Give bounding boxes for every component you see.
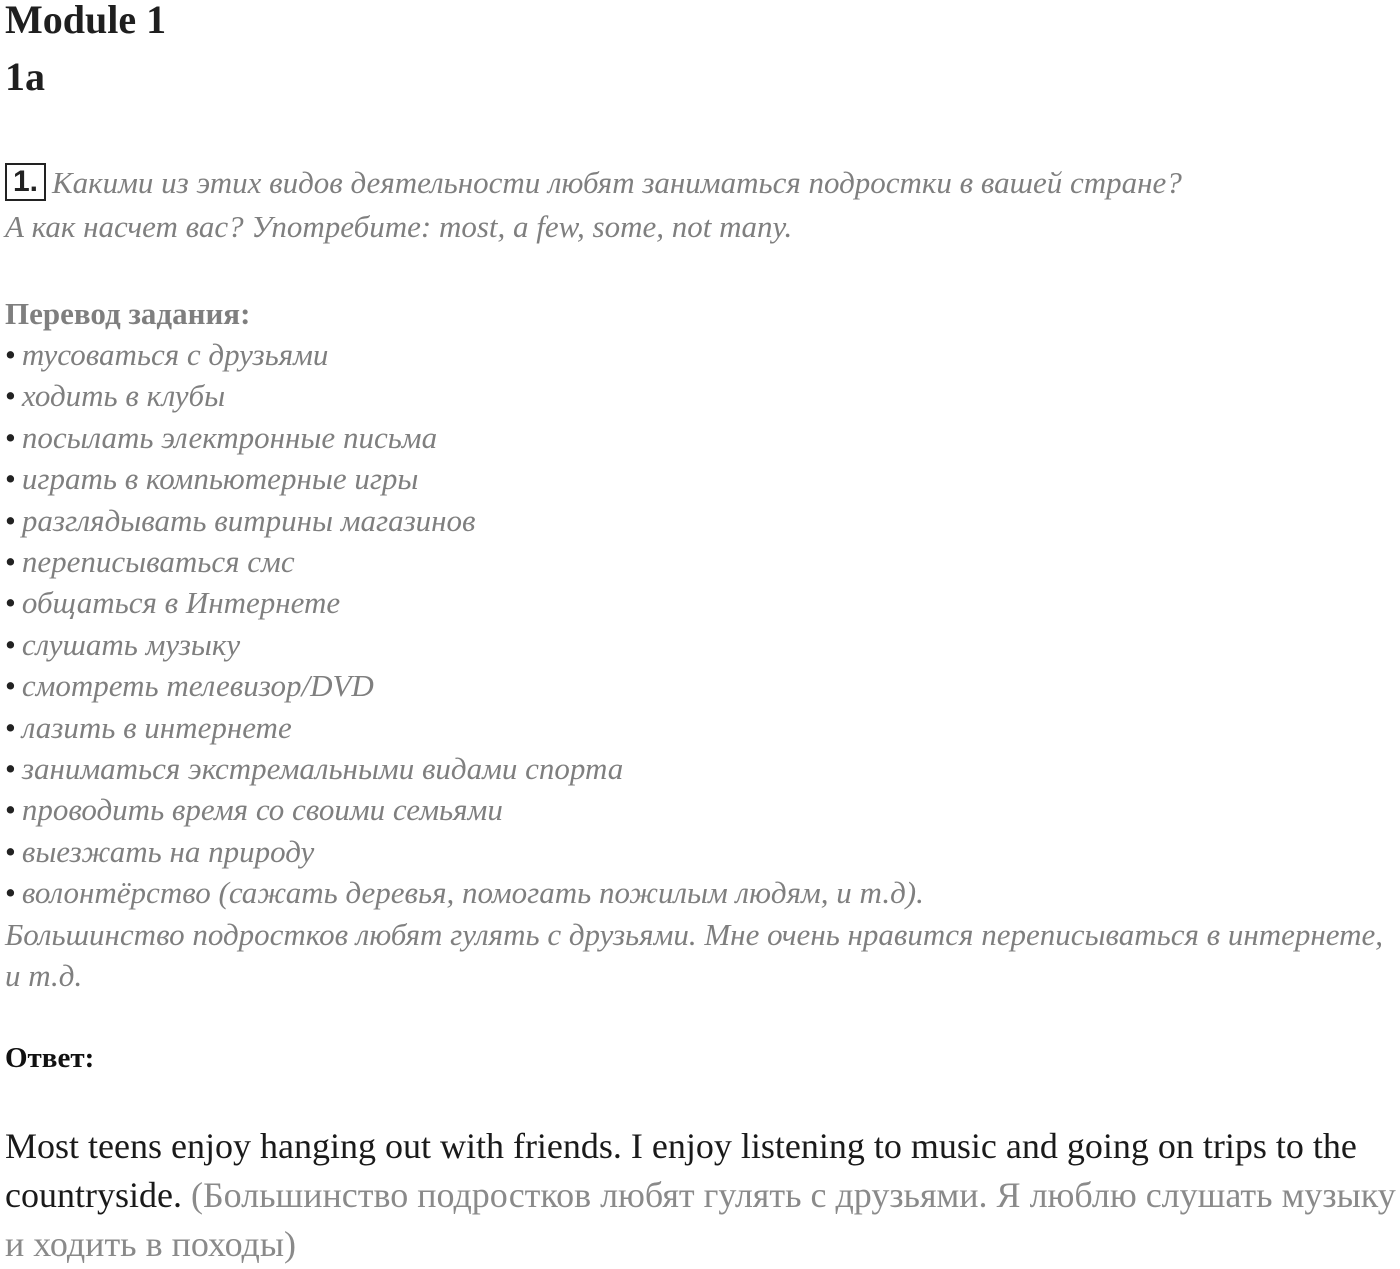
module-title: Module 1	[5, 0, 167, 42]
activity-text: выезжать на природу	[21, 833, 315, 869]
bullet-icon: •	[5, 751, 16, 787]
task-instruction	[5, 161, 1397, 249]
bullet-icon: •	[5, 792, 16, 828]
activity-text: тусоваться с друзьями	[21, 337, 329, 372]
activity-text: заниматься экстремальными видами спорта	[21, 751, 624, 787]
activity-text: проводить время со своими семьями	[21, 792, 503, 828]
activity-text: общаться в Интернете	[21, 585, 341, 621]
activity-text: переписываться смс	[21, 544, 295, 580]
section-title: 1a	[5, 54, 45, 99]
bullet-icon: •	[5, 709, 16, 745]
activity-text: лазить в интернете	[21, 709, 292, 745]
bullet-icon: •	[5, 419, 16, 455]
activity-item	[5, 624, 924, 665]
activity-item	[5, 748, 924, 789]
activity-item	[5, 872, 924, 913]
activity-text: играть в компьютерные игры	[21, 461, 419, 497]
bullet-icon: •	[5, 378, 16, 414]
activity-item	[5, 831, 924, 872]
activity-item	[5, 789, 924, 830]
bullet-icon: •	[5, 668, 16, 704]
activity-text: посылать электронные письма	[21, 419, 438, 455]
activity-text: разглядывать витрины магазинов	[21, 502, 476, 538]
activity-item	[5, 375, 924, 416]
bullet-icon: •	[5, 626, 16, 662]
activity-text: ходить в клубы	[21, 378, 226, 414]
answer-translation: (Большинство подростков любят гулять с друзьями. Я люблю слушать музыку и ходить в походы)	[5, 1175, 1396, 1264]
activity-item	[5, 458, 924, 499]
task-text-line-1: Какими из этих видов деятельности любят заниматься подростки в вашей стране?	[52, 165, 1182, 200]
activity-item	[5, 417, 924, 458]
answer-heading: Ответ:	[5, 1042, 95, 1074]
answer-paragraph	[5, 1122, 1397, 1269]
bullet-icon: •	[5, 461, 16, 497]
bullet-icon: •	[5, 502, 16, 538]
activity-item	[5, 707, 924, 748]
activity-item	[5, 541, 924, 582]
activity-text: слушать музыку	[21, 626, 241, 662]
task-text-line-2: А как насчет вас? Употребите: most, a few, some, not many.	[5, 209, 793, 244]
activity-text: волонтёрство (сажать деревья, помогать пожилым людям, и т.д).	[21, 875, 924, 911]
task-summary: Большинство подростков любят гулять с друзьями. Мне очень нравится переписываться в интернете, и т.д.	[5, 917, 1383, 993]
bullet-icon: •	[5, 585, 16, 621]
activity-item	[5, 665, 924, 706]
activity-text: смотреть телевизор/DVD	[21, 668, 374, 704]
task-number-badge: 1.	[5, 163, 46, 201]
activity-list	[5, 334, 924, 914]
bullet-icon: •	[5, 337, 16, 372]
translation-heading: Перевод задания:	[5, 296, 251, 331]
answer-text: Most teens enjoy hanging out with friends. I enjoy listening to music and going on trips to the countryside.	[5, 1126, 1357, 1215]
bullet-icon: •	[5, 875, 16, 911]
activity-item	[5, 582, 924, 623]
activity-item	[5, 500, 924, 541]
activity-item	[5, 334, 924, 375]
bullet-icon: •	[5, 833, 16, 869]
bullet-icon: •	[5, 544, 16, 580]
